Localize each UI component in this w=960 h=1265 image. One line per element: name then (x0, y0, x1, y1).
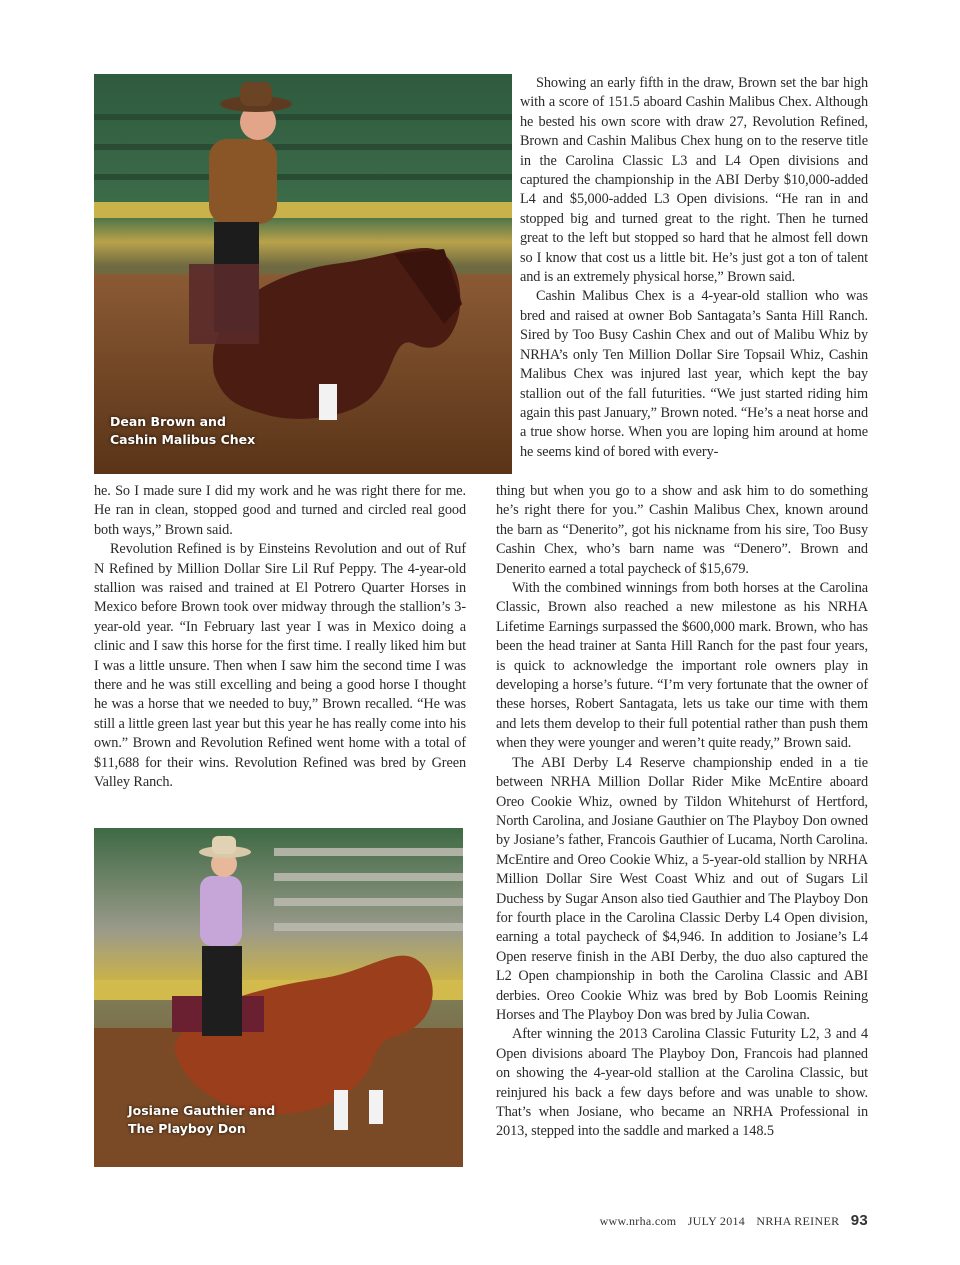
footer-date: JULY 2014 (687, 1214, 746, 1228)
article-column-right-top (520, 74, 868, 462)
photo-caption (110, 413, 310, 449)
article-column-left (94, 482, 466, 793)
caption-line: Josiane Gauthier and (128, 1103, 276, 1118)
paragraph: The ABI Derby L4 Reserve championship ended in a tie between NRHA Million Dollar Rider Mike McEntire aboard Oreo Cookie Whiz, owned by Tildon Whitehurst of Hertford, North Carolina, and Josiane Gauthier on The Playboy Don owned by Josiane’s father, Francois Gauthier of Lucama, North Carolina. McEntire and Oreo Cookie Whiz, a 5-year-old stallion by NRHA Million Dollar Sire West Coast Whiz and out of Sugars Lil Duchess by Sugar Anson also tied Gauthier and The Playboy Don for fourth place in the Carolina Classic Derby L4 Open division, earning a total paycheck of $4,946. In addition to Josiane’s L4 Open reserve finish in the ABI Derby, the duo also captured the L2 Open championship in both the Carolina Classic and ABI derbies. Oreo Cookie Whiz was bred by Bob Loomis Reining Horses and The Playboy Don was bred by Julia Cowan. (496, 754, 868, 1023)
paragraph: Cashin Malibus Chex is a 4-year-old stallion who was bred and raised at owner Bob Santagata’s Santa Hill Ranch. Sired by Too Busy Cashin Chex and out of Malibu Whiz by NRHA’s only Ten Million Dollar Sire Topsail Whiz, Cashin Malibus Chex was injured last year, which kept the bay stallion out of the fall futurities. “We just started riding him again this past January,” Brown noted. “He’s a neat horse and a true show horse. When you are loping him around at home he seems kind of bored with every- (520, 288, 868, 460)
photo-josiane-gauthier (94, 828, 463, 1167)
paragraph: After winning the 2013 Carolina Classic Futurity L2, 3 and 4 Open divisions aboard The Playboy Don, Francois had planned on showing the 4-year-old stallion at the Carolina Classic, but reinjured his back a few days before and was unable to show. That’s when Josiane, who became an NRHA Professional in 2013, stepped into the saddle and marked a 148.5 (496, 1026, 868, 1140)
paragraph: he. So I made sure I did my work and he was right there for me. He ran in clean, stopped good and turned and circled real good both ways,” Brown said. (94, 483, 466, 538)
photo-caption (128, 1102, 328, 1138)
article-column-right-bottom (496, 482, 868, 1142)
paragraph: With the combined winnings from both horses at the Carolina Classic, Brown also reached a new milestone as his NRHA Lifetime Earnings surpassed the $600,000 mark. Brown, who has been the head trainer at Santa Hill Ranch for the past four years, is quick to acknowledge the important role owners play in developing a horse’s future. “I’m very fortunate that the owner of these horses, Robert Santagata, lets us take our time with them and lets them develop to their full potential rather than push them when they were younger and weren’t quite ready,” Brown said. (496, 580, 868, 752)
footer-url: www.nrha.com (599, 1214, 677, 1228)
caption-line: Dean Brown and (110, 414, 226, 429)
paragraph: thing but when you go to a show and ask him to do something he’s right there for you.” Cashin Malibus Chex, known around the barn as “Denerito”, got his nickname from his sire, Too Busy Cashin Chex, who’s barn name was “Denero”. Brown and Denerito earned a total paycheck of $15,679. (496, 483, 868, 577)
paragraph: Revolution Refined is by Einsteins Revolution and out of Ruf N Refined by Million Dollar Sire Lil Ruf Peppy. The 4-year-old stallion was raised and trained at El Potrero Quarter Horses in Mexico before Brown took over midway through the stallion’s 3-year-old year. “In February last year I was in Mexico doing a clinic and I saw this horse for the first time. I really liked him but I was a little unsure. Then when I saw him the second time I was there and he was still excelling and being a good horse I thought he was a horse that we needed to buy,” Brown recalled. “He was still a little green last year but this year he has really come into his own.” Brown and Revolution Refined went home with a total of $11,688 for their wins. Revolution Refined was bred by Green Valley Ranch. (94, 541, 466, 791)
photo-dean-brown (94, 74, 512, 474)
footer-magazine: NRHA REINER (756, 1214, 840, 1228)
page-number: 93 (850, 1212, 868, 1229)
caption-line: Cashin Malibus Chex (110, 432, 256, 447)
page-footer (592, 1212, 868, 1229)
caption-line: The Playboy Don (128, 1121, 246, 1136)
paragraph: Showing an early fifth in the draw, Brown set the bar high with a score of 151.5 aboard Cashin Malibus Chex. Although he bested his own score with draw 27, Revolution Refined, Brown and Cashin Malibus Chex hung on to the reserve title in the Carolina Classic L3 and L4 Open divisions and captured the championship in the ABI Derby $10,000-added L4 and $5,000-added L3 Open divisions. “He ran in and stopped big and turned great to the right. Then he turned great to the left but stopped so hard that he almost fell down so I know that cost us a little bit. He’s just got a ton of talent and is an extremely physical horse,” Brown said. (520, 75, 868, 286)
